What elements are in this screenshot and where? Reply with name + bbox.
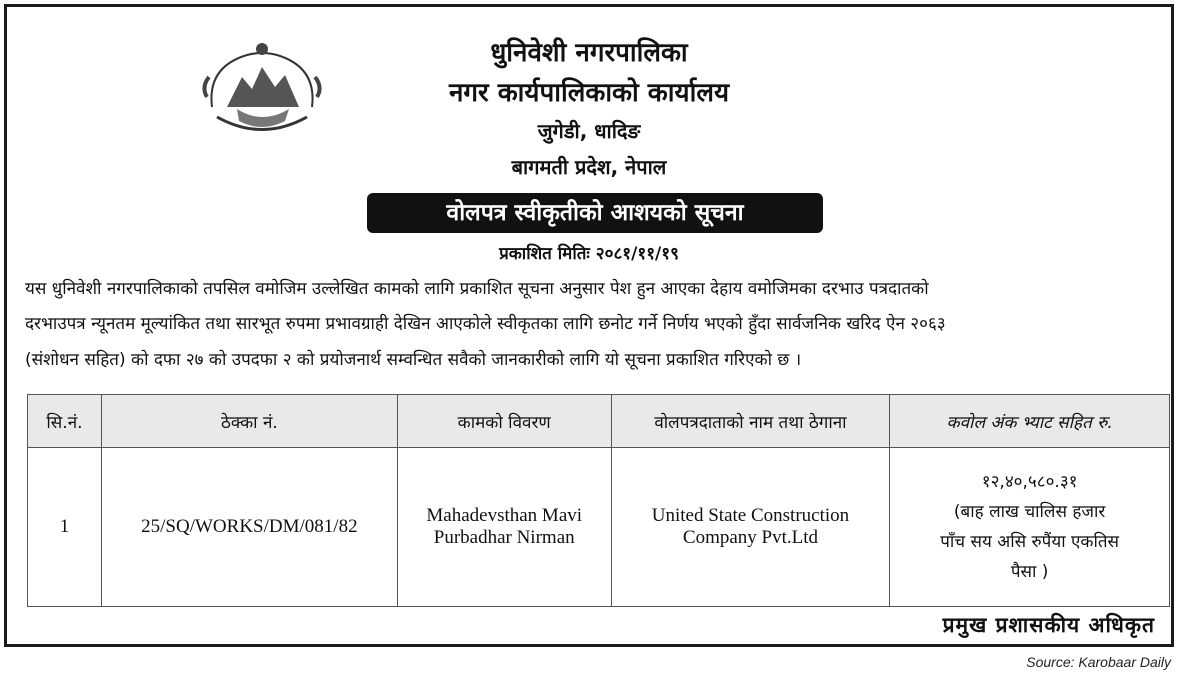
- bidder-line-2: Company Pvt.Ltd: [682, 527, 819, 548]
- municipality-name: धुनिवेशी नगरपालिका: [490, 38, 688, 68]
- header-work-description: कामको विवरण: [397, 395, 611, 448]
- cell-bid-amount: [890, 448, 1170, 607]
- header-bidder: वोलपत्रदाताको नाम तथा ठेगाना: [611, 395, 890, 448]
- notice-paragraph-line-2: दरभाउपत्र न्यूनतम मूल्यांकित तथा सारभूत रुपमा प्रभावग्राही देखिन आएकोले स्वीकृतका लागि छनोट गर्ने निर्णय भएको हुँदा सार्वजनिक खरिद ऐन २०६३: [25, 314, 946, 334]
- bidder-line-1: United State Construction: [651, 505, 850, 526]
- amount-words-line-2: पाँच सय असि रुपैंया एकतिस: [940, 532, 1120, 552]
- work-line-1: Mahadevsthan Mavi: [426, 505, 583, 526]
- published-date: प्रकाशित मितिः २०८१/११/१९: [499, 244, 679, 264]
- office-location: जुगेडी, धादिङ: [537, 119, 641, 143]
- header-contract-no: ठेक्का नं.: [101, 395, 397, 448]
- work-line-2: Purbadhar Nirman: [433, 527, 575, 548]
- notice-paragraph-line-3: (संशोधन सहित) को दफा २७ को उपदफा २ को प्रयोजनार्थ सम्वन्धित सवैको जानकारीको लागि यो सूचना प्रकाशित गरिएको छ ।: [25, 350, 802, 370]
- cell-bidder: [611, 448, 890, 607]
- header-bid-amount: कवोल अंक भ्याट सहित रु.: [890, 395, 1170, 448]
- cell-contract-no: 25/SQ/WORKS/DM/081/82: [101, 448, 397, 607]
- office-name: नगर कार्यपालिकाको कार्यालय: [448, 78, 730, 108]
- cell-serial: 1: [28, 448, 102, 607]
- cell-work-description: [397, 448, 611, 607]
- bid-award-table: [27, 394, 1170, 607]
- notice-paragraph-line-1: यस धुनिवेशी नगरपालिकाको तपसिल वमोजिम उल्लेखित कामको लागि प्रकाशित सूचना अनुसार पेश हुन आएका देहाय वमोजिमका दरभाउ पत्रदातको: [25, 279, 929, 299]
- amount-words-line-1: (बाह लाख चालिस हजार: [953, 502, 1106, 522]
- amount-words-line-3: पैसा ): [1010, 562, 1049, 582]
- bid-amount-figure: १२,४०,५८०.३१: [981, 472, 1078, 492]
- notice-title: वोलपत्र स्वीकृतीको आशयको सूचना: [367, 193, 823, 233]
- table-row: [28, 448, 1170, 607]
- signatory-title: प्रमुख प्रशासकीय अधिकृत: [942, 613, 1155, 637]
- source-credit: Source: Karobaar Daily: [1026, 654, 1171, 670]
- header-serial: सि.नं.: [28, 395, 102, 448]
- office-province: बागमती प्रदेश, नेपाल: [511, 155, 667, 179]
- notice-frame: [4, 4, 1174, 647]
- table-header-row: [28, 395, 1170, 448]
